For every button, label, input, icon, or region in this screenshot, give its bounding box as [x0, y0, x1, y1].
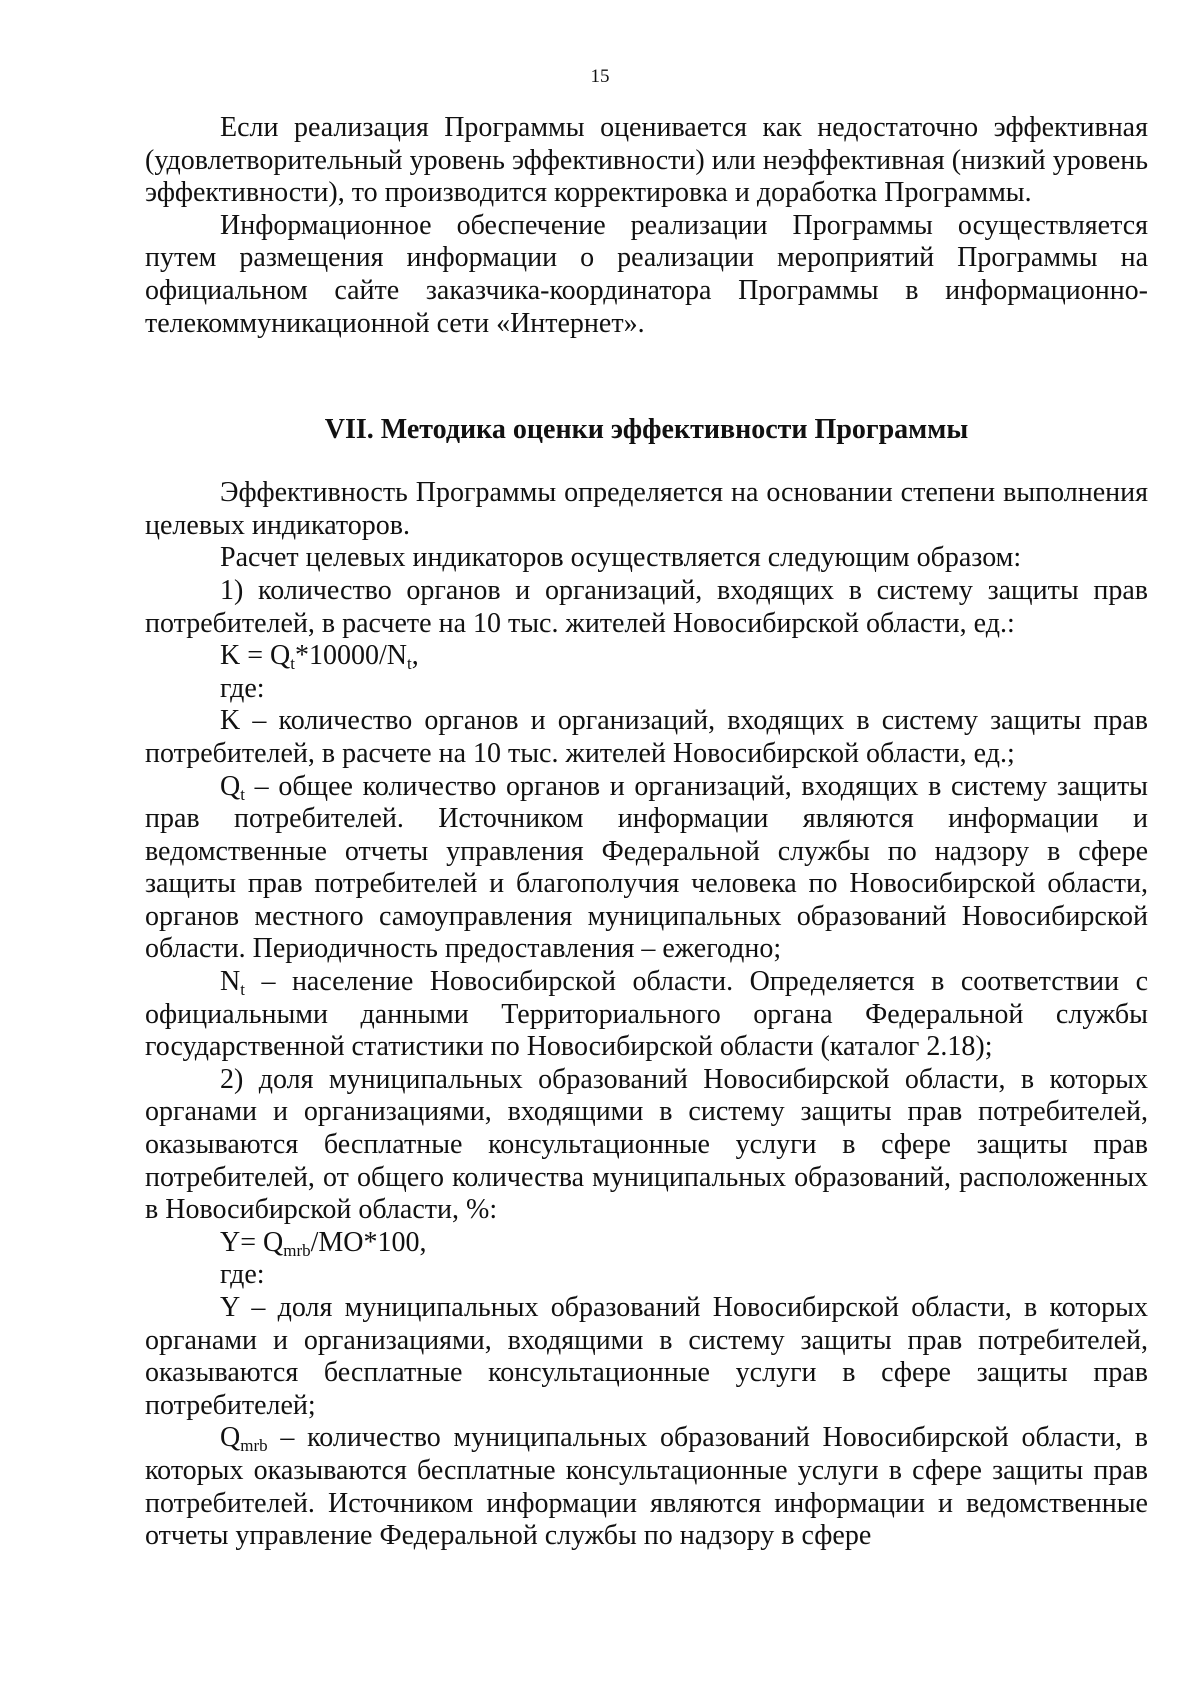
definition-qmrb	[145, 1422, 1148, 1552]
symbol-q: Q	[220, 770, 241, 802]
definition-nt	[145, 966, 1148, 1064]
formula-k-part-c: ,	[411, 640, 419, 672]
document-body	[145, 112, 1148, 1553]
formula-k-subscript-t2: t	[406, 654, 412, 674]
where-label-1: где:	[220, 672, 265, 704]
definition-qt	[145, 771, 1148, 967]
symbol-n-subscript: t	[240, 980, 245, 1000]
definition-y: Y – доля муниципальных образований Новосибирской области, в которых органами и организациями, входящими в систему защиты прав потребителей, оказываются бесплатные консультационные услуги в сфере защиты прав потребителей;	[145, 1292, 1148, 1421]
formula-y-part-b: /MO*100,	[310, 1226, 427, 1258]
paragraph-indicator-2: 2) доля муниципальных образований Новосибирской области, в которых органами и организациями, входящими в систему защиты прав потребителей, оказываются бесплатные консультационные услуги в сфере защиты прав потребителей, от общего количества муниципальных образований, расположенных в Новосибирской области, %:	[145, 1063, 1148, 1226]
formula-k-subscript-t1: t	[290, 654, 295, 674]
formula-k	[145, 640, 1148, 673]
formula-y	[145, 1227, 1148, 1260]
symbol-qmrb-subscript: mrb	[240, 1436, 268, 1456]
paragraph-calculation-intro: Расчет целевых индикаторов осуществляется следующим образом:	[220, 542, 1022, 574]
paragraph-information-support: Информационное обеспечение реализации Программы осуществляется путем размещения информации о реализации мероприятий Программы на официальном сайте заказчика-координатора Программы в информационно-телекоммуникационной сети «Интернет».	[145, 209, 1148, 339]
section-heading: VII. Методика оценки эффективности Программы	[324, 414, 969, 446]
where-label-2: где:	[220, 1259, 265, 1291]
paragraph-efficiency-definition: Эффективность Программы определяется на основании степени выполнения целевых индикаторов.	[145, 477, 1148, 541]
paragraph-indicator-1: 1) количество органов и организаций, входящих в систему защиты прав потребителей, в расчете на 10 тыс. жителей Новосибирской области, ед.:	[145, 574, 1148, 639]
definition-nt-text: – население Новосибирской области. Определяется в соответствии с официальными данными Территориального органа Федеральной службы государственной статистики по Новосибирской области (каталог 2.18);	[145, 966, 1148, 1063]
formula-k-part-a: K = Q	[220, 640, 291, 672]
page-number: 15	[590, 66, 610, 87]
symbol-q-subscript: t	[240, 784, 245, 804]
symbol-qmrb: Q	[220, 1422, 241, 1454]
paragraph-program-evaluation: Если реализация Программы оценивается как недостаточно эффективная (удовлетворительный уровень эффективности) или неэффективная (низкий уровень эффективности), то производится корректировка и доработка Программы.	[145, 112, 1148, 209]
definition-k: K – количество органов и организаций, входящих в систему защиты прав потребителей, в расчете на 10 тыс. жителей Новосибирской области, ед.;	[145, 705, 1148, 769]
definition-qmrb-text: – количество муниципальных образований Новосибирской области, в которых оказываются бесплатные консультационные услуги в сфере защиты прав потребителей. Источником информации являются информации и ведомственные отчеты управление Федеральной службы по надзору в сфере	[145, 1422, 1148, 1552]
symbol-n: N	[220, 966, 241, 998]
formula-k-part-b: *10000/N	[294, 640, 407, 672]
formula-y-part-a: Y= Q	[220, 1226, 284, 1258]
formula-y-subscript-mrb: mrb	[283, 1240, 311, 1260]
definition-qt-text: – общее количество органов и организаций, входящих в систему защиты прав потребителей. Источником информации являются информации и ведомственные отчеты управления Федеральной службы по надзору в сфере защиты прав потребителей и благополучия человека по Новосибирской области, органов местного самоуправления муниципальных образований Новосибирской области. Периодичность предоставления – ежегодно;	[145, 770, 1148, 965]
